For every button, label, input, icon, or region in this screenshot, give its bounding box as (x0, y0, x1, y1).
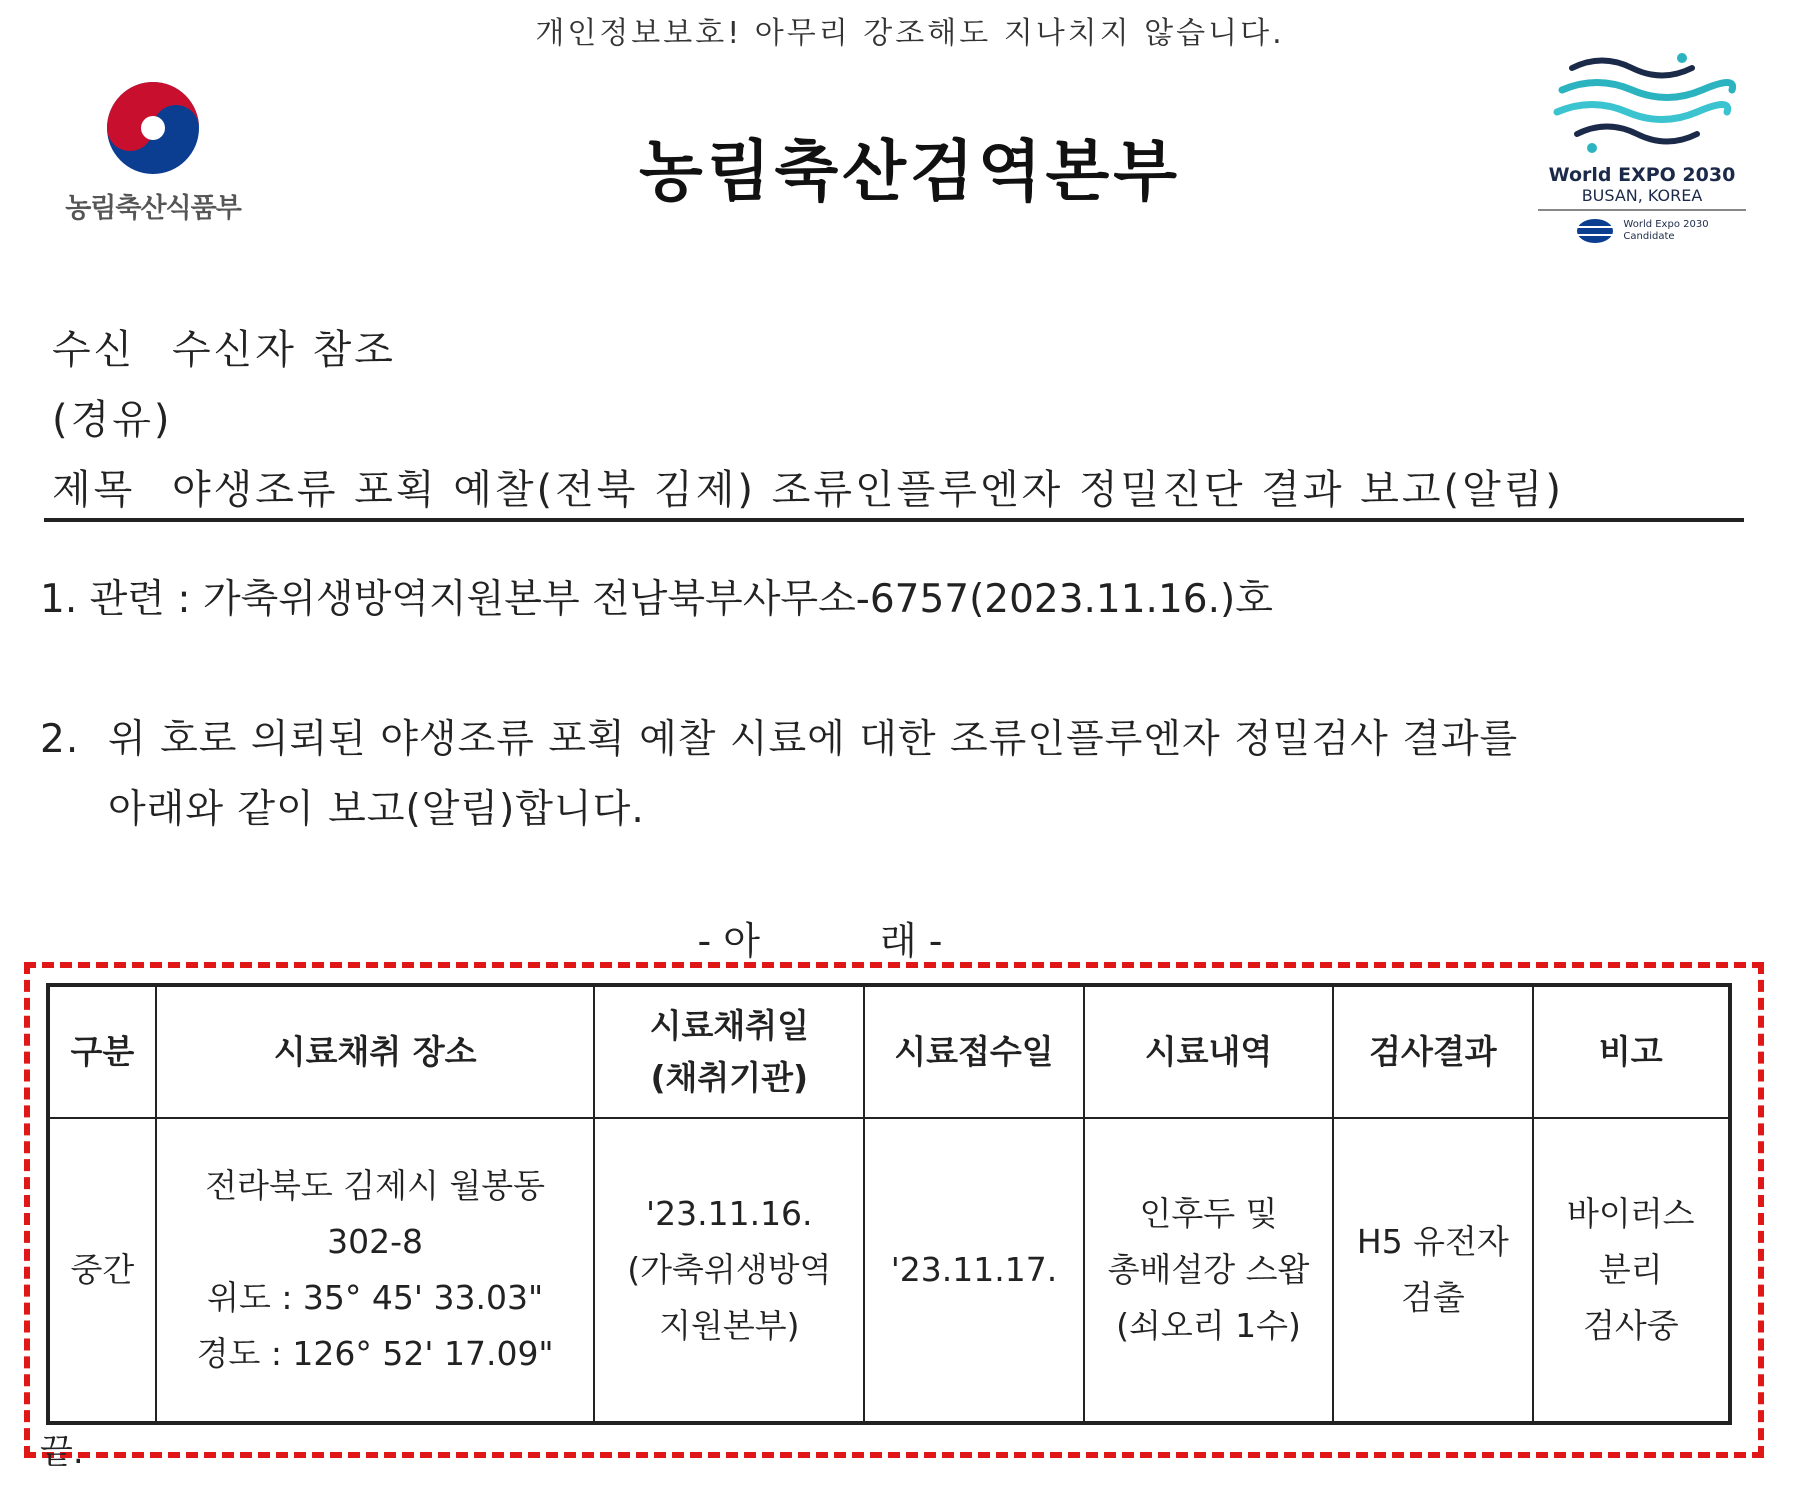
header-date-line2: (채취기관) (650, 1058, 809, 1097)
header-date (594, 985, 864, 1118)
cell-location (156, 1118, 595, 1423)
cell-location-line3: 위도 : 35° 45' 33.03" (207, 1278, 544, 1317)
paragraph-2-line2: 아래와 같이 보고(알림)합니다. (108, 787, 645, 832)
cell-date-line1: '23.11.16. (646, 1194, 813, 1233)
end-mark: 끝. (40, 1432, 84, 1472)
expo-candidate-line2: Candidate (1623, 231, 1675, 242)
cell-sample-line1: 인후두 및 (1139, 1194, 1278, 1233)
result-table (46, 983, 1732, 1425)
header-result: 검사결과 (1333, 985, 1532, 1118)
cell-location-line1: 전라북도 김제시 월봉동 (205, 1166, 545, 1205)
subject-value: 야생조류 포획 예찰(전북 김제) 조류인플루엔자 정밀진단 결과 보고(알림) (172, 467, 1564, 513)
below-heading-right: 래 - (880, 919, 943, 963)
header-sample: 시료내역 (1084, 985, 1333, 1118)
expo-location: BUSAN, KOREA (1538, 186, 1746, 211)
expo-candidate (1532, 217, 1752, 245)
expo-logo (1532, 48, 1752, 268)
org-title: 농림축산검역본부 (638, 133, 1182, 210)
below-heading-left: - 아 (697, 919, 760, 963)
cell-sample-line2: 총배설강 스왑 (1107, 1250, 1310, 1289)
cell-note-line3: 검사중 (1582, 1306, 1679, 1345)
cell-sample-line3: (쇠오리 1수) (1116, 1306, 1301, 1345)
ministry-name: 농림축산식품부 (65, 193, 241, 224)
expo-candidate-line1: World Expo 2030 (1623, 219, 1709, 230)
cell-sample (1084, 1118, 1333, 1423)
cell-result (1333, 1118, 1532, 1423)
paragraph-2-line1: 위 호로 의뢰된 야생조류 포획 예찰 시료에 대한 조류인플루엔자 정밀검사 결과를 (108, 717, 1519, 762)
cell-note (1533, 1118, 1730, 1423)
header-received: 시료접수일 (864, 985, 1084, 1118)
cell-date-line3: 지원본부) (659, 1306, 800, 1345)
cell-date (594, 1118, 864, 1423)
expo-wave-icon (1532, 48, 1752, 158)
header-date-line1: 시료채취일 (649, 1006, 809, 1045)
below-heading (0, 910, 1640, 965)
cell-note-line1: 바이러스 (1567, 1194, 1695, 1233)
privacy-notice: 개인정보보호! 아무리 강조해도 지나치지 않습니다. (535, 16, 1285, 51)
header-category: 구분 (48, 985, 156, 1118)
recipient-label: 수신 (52, 327, 136, 373)
header-location: 시료채취 장소 (156, 985, 595, 1118)
subject-row (52, 458, 1564, 515)
expo-globe-icon (1575, 217, 1615, 245)
cell-result-line2: 검출 (1400, 1278, 1465, 1317)
subject-label: 제목 (52, 467, 136, 513)
paragraph-1: 1. 관련 : 가축위생방역지원본부 전남북부사무소-6757(2023.11.16.)호 (40, 577, 1273, 622)
expo-title: World EXPO 2030 (1548, 164, 1736, 186)
paragraph-2-number: 2. (40, 717, 80, 762)
via-label: (경유) (52, 397, 173, 443)
recipient-value: 수신자 참조 (172, 327, 396, 373)
header-divider (44, 518, 1744, 522)
table-header-row (48, 985, 1730, 1118)
table-row (48, 1118, 1730, 1423)
cell-result-line1: H5 유전자 (1356, 1222, 1509, 1261)
via-row (52, 388, 173, 445)
cell-category: 중간 (48, 1118, 156, 1423)
cell-location-line2: 302-8 (327, 1222, 424, 1261)
header-note: 비고 (1533, 985, 1730, 1118)
recipient-row (52, 318, 396, 375)
cell-received: '23.11.17. (864, 1118, 1084, 1423)
cell-note-line2: 분리 (1598, 1250, 1663, 1289)
paragraph-2 (40, 705, 1750, 845)
cell-location-line4: 경도 : 126° 52' 17.09" (196, 1334, 554, 1373)
cell-date-line2: (가축위생방역 (627, 1250, 832, 1289)
